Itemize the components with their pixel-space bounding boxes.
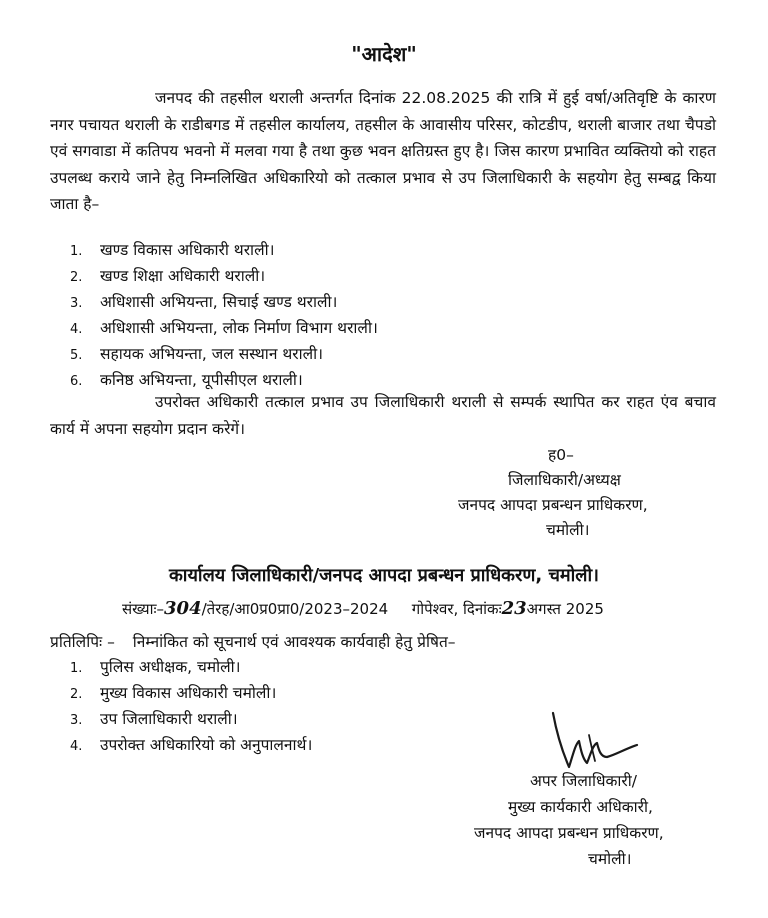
list-item (70, 342, 323, 364)
list-number: 4. (70, 739, 83, 754)
list-number: 2. (70, 687, 83, 702)
list-number: 2. (70, 270, 83, 285)
list-text: खण्ड विकास अधिकारी थराली। (100, 241, 275, 259)
ref-number: 304 (164, 598, 202, 619)
copy-label: प्रतिलिपिः – (50, 633, 115, 651)
list-number: 6. (70, 374, 83, 389)
list-item (70, 238, 274, 260)
list-number: 3. (70, 296, 83, 311)
office-heading: कार्यालय जिलाधिकारी/जनपद आपदा प्रबन्धन प्राधिकरण, चमोली। (168, 565, 599, 586)
copy-line (50, 630, 456, 652)
list-text: खण्ड शिक्षा अधिकारी थराली। (100, 267, 266, 285)
copy-intro: निम्नांकित को सूचनार्थ एवं आवश्यक कार्यवाही हेतु प्रेषित– (132, 633, 456, 651)
list-item (70, 681, 276, 703)
list-item (70, 655, 241, 677)
reference-line (122, 598, 604, 619)
sign-mark: ह0– (548, 446, 574, 464)
list-text: उप जिलाधिकारी थराली। (100, 710, 238, 728)
list-item (70, 264, 265, 286)
ref-prefix: संख्याः– (122, 600, 165, 618)
order-paragraph-2: उपरोक्त अधिकारी तत्काल प्रभाव उप जिलाधिकारी थराली से सम्पर्क स्थापित कर राहत एंव बचाव कार्य में अपना सहयोग प्रदान करेगें। (50, 393, 716, 438)
list-text: अधिशासी अभियन्ता, सिचाई खण्ड थराली। (100, 293, 338, 311)
ref-suffix: /तेरह/आ0प्र0प्रा0/2023–2024 (201, 600, 389, 618)
signatory-designation: अपर जिलाधिकारी/ (530, 772, 637, 790)
list-number: 5. (70, 348, 83, 363)
signatory-role: मुख्य कार्यकारी अधिकारी, (508, 798, 653, 816)
list-number: 1. (70, 244, 83, 259)
list-text: कनिष्ठ अभियन्ता, यूपीसीएल थराली। (100, 371, 303, 389)
signatory-designation: जिलाधिकारी/अध्यक्ष (508, 471, 621, 489)
order-title: "आदेश" (351, 42, 417, 66)
date-rest: अगस्त 2025 (526, 600, 604, 618)
list-item (70, 733, 312, 755)
list-text: पुलिस अधीक्षक, चमोली। (100, 658, 241, 676)
list-text: अधिशासी अभियन्ता, लोक निर्माण विभाग थराली। (100, 319, 378, 337)
signatory-district: चमोली। (588, 850, 632, 868)
date-day: 23 (501, 598, 527, 619)
list-text: सहायक अभियन्ता, जल सस्थान थराली। (100, 345, 324, 363)
signatory-authority: जनपद आपदा प्रबन्धन प्राधिकरण, (474, 824, 664, 842)
list-number: 4. (70, 322, 83, 337)
list-item (70, 316, 378, 338)
list-number: 1. (70, 661, 83, 676)
list-text: उपरोक्त अधिकारियो को अनुपालनार्थ। (100, 736, 313, 754)
signatory-authority: जनपद आपदा प्रबन्धन प्राधिकरण, (458, 496, 648, 514)
order-paragraph-1: जनपद की तहसील थराली अन्तर्गत दिनांक 22.08.2025 की रात्रि में हुई वर्षा/अतिवृष्टि के कारण नगर पचायत थराली के राडीबगड में तहसील कार्यालय, तहसील के आवासीय परिसर, कोटडीप, थराली बाजार तथा चैपडो एवं सगवाडा में कतिपय भवनो में मलवा गया है तथा कुछ भवन क्षतिग्रस्त हुए है। जिस कारण प्रभावित व्यक्तियो को राहत उपलब्ध कराये जाने हेतु निम्नलिखित अधिकारियो को तत्काल प्रभाव से उप जिलाधिकारी के सहयोग हेतु सम्बद्व किया जाता है– (50, 89, 716, 213)
list-number: 3. (70, 713, 83, 728)
signatory-district: चमोली। (546, 521, 590, 539)
place-date-prefix: गोपेश्वर, दिनांकः (411, 600, 502, 618)
list-item (70, 368, 303, 390)
list-text: मुख्य विकास अधिकारी चमोली। (100, 684, 277, 702)
list-item (70, 707, 238, 729)
list-item (70, 290, 337, 312)
